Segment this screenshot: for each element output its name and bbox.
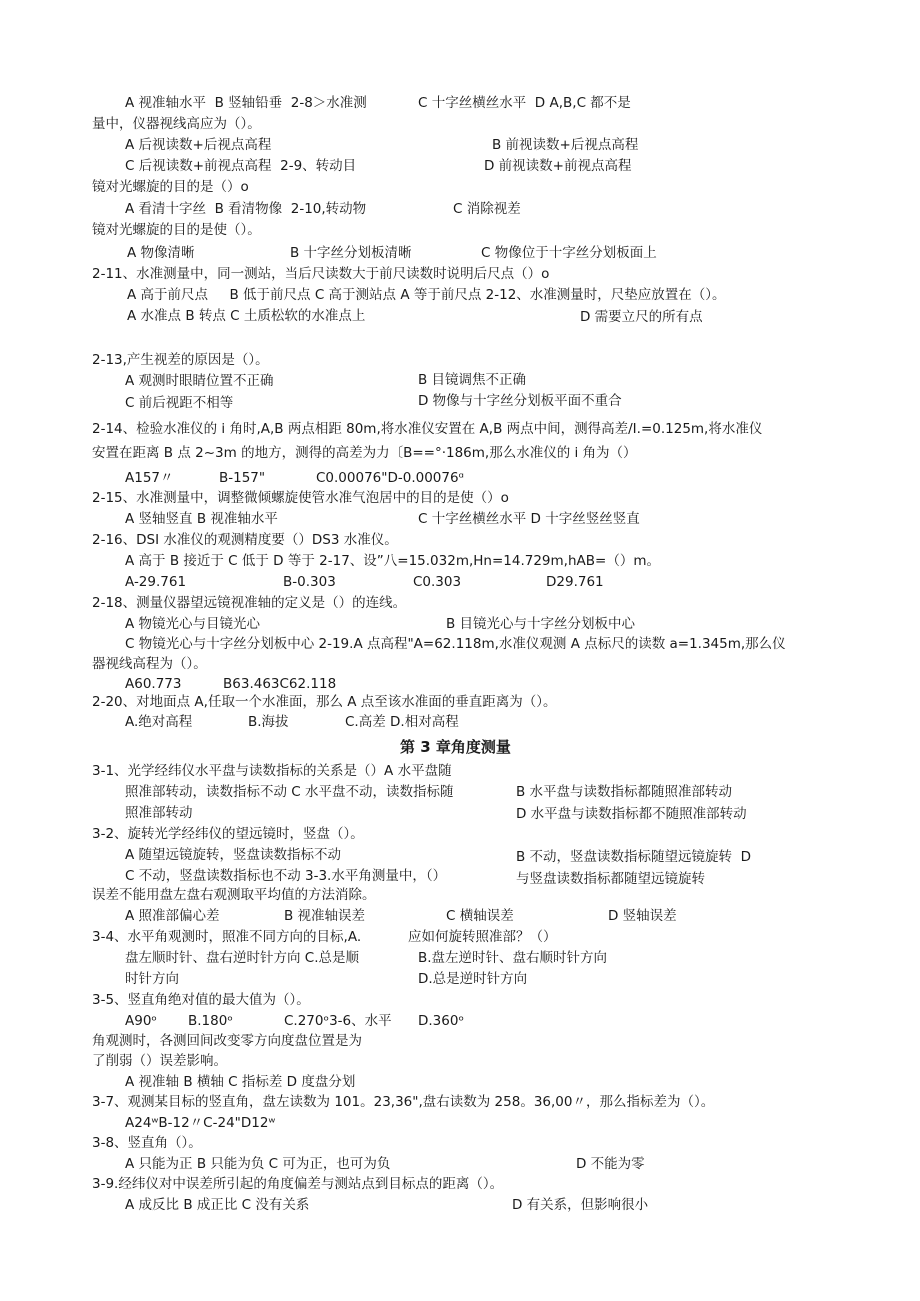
q2-17-option-b: B-0.303 — [283, 574, 336, 590]
q3-1-option-c-cont: 照准部转动 — [125, 805, 193, 821]
q3-5-option-d: D.360ᵒ — [418, 1013, 465, 1029]
q2-8-option-d: D 前视读数+前视点高程 — [484, 158, 632, 174]
q2-20-stem: 2-20、对地面点 A,任取一个水准面，那么 A 点至该水准面的垂直距离为（）。 — [92, 694, 557, 710]
q2-13-option-a: A 观测时眼睛位置不正确 — [125, 373, 274, 389]
q2-20-option-b: B.海拔 — [248, 714, 289, 730]
q2-8-option-a: A 后视读数+后视点高程 — [125, 137, 272, 153]
q3-5-option-b: B.180ᵒ — [188, 1013, 233, 1029]
q3-9-options-a-c: A 成反比 B 成正比 C 没有关系 — [125, 1197, 310, 1213]
q2-8-stem: 量中，仪器视线高应为（）。 — [92, 116, 261, 132]
q3-3-option-a: A 照准部偏心差 — [125, 908, 220, 924]
q2-15-options-c-d: C 十字丝横丝水平 D 十字丝竖丝竖直 — [418, 511, 640, 527]
q2-13-option-c: C 前后视距不相等 — [125, 395, 234, 411]
q3-5-option-c-q3-6-stem: C.270ᵒ3-6、水平 — [284, 1013, 392, 1029]
q2-17-option-d: D29.761 — [546, 574, 604, 590]
q2-20-option-a: A.绝对高程 — [125, 714, 193, 730]
q3-1-option-d: D 水平盘与读数指标都不随照准部转动 — [516, 806, 747, 822]
q3-6-stem-line3: 了削弱（）误差影响。 — [92, 1053, 227, 1069]
q3-4-option-a-c: 盘左顺时针、盘右逆时针方向 C.总是顺 — [125, 950, 360, 966]
q3-3-option-b: B 视准轴误差 — [284, 908, 366, 924]
q2-14-stem-line1: 2-14、检验水准仪的 i 角时,A,B 两点相距 80m,将水准仪安置在 A,B 两点中间，测得高差/I.=0.125m,将水准仪 — [92, 421, 763, 437]
q2-8-option-b: B 前视读数+后视点高程 — [492, 137, 639, 153]
q3-4-stem: 3-4、水平角观测时，照准不同方向的目标,A. — [92, 929, 362, 945]
q3-7-options: A24ʷB-12〃C-24"D12ʷ — [125, 1115, 276, 1131]
q2-17-option-c: C0.303 — [413, 574, 462, 590]
q3-3-stem-line2: 误差不能用盘左盘右观测取平均值的方法消除。 — [92, 887, 376, 903]
q3-4-option-d: D.总是逆时针方向 — [418, 971, 528, 987]
q3-8-options-a-c: A 只能为正 B 只能为负 C 可为正，也可为负 — [125, 1156, 391, 1172]
q2-19-stem-line2: 器视线高程为（）。 — [92, 656, 207, 672]
q2-14-option-a: A157〃 — [125, 470, 174, 486]
q3-9-stem: 3-9.经纬仪对中误差所引起的角度偏差与测站点到目标点的距离（）。 — [92, 1176, 504, 1192]
q2-10-option-b: B 十字丝分划板清晰 — [290, 245, 412, 261]
q3-2-stem: 3-2、旋转光学经纬仪的望远镜时，竖盘（）。 — [92, 826, 364, 842]
q3-5-option-a: A90ᵒ — [125, 1013, 157, 1029]
q3-2-option-a: A 随望远镜旋转，竖盘读数指标不动 — [125, 847, 342, 863]
q2-7-options-c-d: C 十字丝横丝水平 D A,B,C 都不是 — [418, 95, 631, 111]
q2-10-option-a: A 物像清晰 — [127, 245, 195, 261]
q2-19-options-b-c: B63.463C62.118 — [223, 676, 337, 692]
q2-8-option-c: C 后视读数+前视点高程 2-9、转动目 — [125, 158, 357, 174]
q2-14-options-c-d: C0.00076"D-0.00076ᵅ — [316, 470, 465, 486]
q2-7-options-a-b: A 视准轴水平 B 竖轴铅垂 2-8＞水准测 — [125, 95, 367, 111]
q2-19-option-a: A60.773 — [125, 676, 182, 692]
q2-10-option-c: C 物像位于十字丝分划板面上 — [481, 245, 657, 261]
q3-2-option-d-cont: 与竖盘读数指标都随望远镜旋转 — [516, 871, 705, 887]
q2-13-option-d: D 物像与十字丝分划板平面不重合 — [418, 393, 622, 409]
q2-9-stem: 镜对光螺旋的目的是（）o — [92, 179, 249, 195]
q3-6-options: A 视准轴 B 横轴 C 指标差 D 度盘分划 — [125, 1074, 356, 1090]
q3-3-option-d: D 竖轴误差 — [608, 908, 677, 924]
q3-5-stem: 3-5、竖直角绝对值的最大值为（）。 — [92, 992, 310, 1008]
q2-12-options-a-c: A 水准点 B 转点 C 土质松软的水准点上 — [127, 308, 366, 324]
q2-9-options-a-b: A 看清十字丝 B 看清物像 2-10,转动物 — [125, 201, 367, 217]
q2-17-option-a: A-29.761 — [125, 574, 187, 590]
q3-1-option-a-c: 照准部转动，读数指标不动 C 水平盘不动，读数指标随 — [125, 784, 454, 800]
q3-8-stem: 3-8、竖直角（）。 — [92, 1135, 202, 1151]
q3-1-stem: 3-1、光学经纬仪水平盘与读数指标的关系是（）A 水平盘随 — [92, 763, 452, 779]
q2-16-options-q2-17-stem: A 高于 B 接近于 C 低于 D 等于 2-17、设”八=15.032m,Hn=14.729m,hAB=（）m。 — [125, 553, 660, 569]
q2-13-option-b: B 目镜调焦不正确 — [418, 372, 527, 388]
q2-10-stem: 镜对光螺旋的目的是使（）。 — [92, 222, 261, 238]
q3-2-option-b: B 不动，竖盘读数指标随望远镜旋转 D — [516, 849, 752, 865]
chapter-3-heading: 第 3 章角度测量 — [400, 738, 511, 756]
q2-15-options-a-b: A 竖轴竖直 B 视准轴水平 — [125, 511, 278, 527]
q3-6-stem-line2: 角观测时，各测回间改变零方向度盘位置是为 — [92, 1033, 362, 1049]
q2-11-options: A 高于前尺点 B 低于前尺点 C 高于测站点 A 等于前尺点 2-12、水准测量时，尺垫应放置在（）。 — [127, 287, 726, 303]
q2-11-stem: 2-11、水准测量中，同一测站，当后尺读数大于前尺读数时说明后尺点（）o — [92, 266, 550, 282]
q2-9-option-c: C 消除视差 — [453, 201, 521, 217]
q3-4-option-b: B.盘左逆时针、盘右顺时针方向 — [418, 950, 608, 966]
q2-16-stem: 2-16、DSI 水准仪的观测精度要（）DS3 水准仪。 — [92, 532, 398, 548]
q2-20-options-c-d: C.高差 D.相对高程 — [345, 714, 459, 730]
q3-2-option-c-q3-3-stem: C 不动，竖盘读数指标也不动 3-3.水平角测量中，（） — [125, 868, 447, 884]
q2-18-option-c-q2-19-stem: C 物镜光心与十字丝分划板中心 2-19.A 点高程"A=62.118m,水准仪观测 A 点标尺的读数 a=1.345m,那么仪 — [125, 636, 786, 652]
q2-18-option-a: A 物镜光心与目镜光心 — [125, 616, 261, 632]
q3-4-stem-cont: 应如何旋转照准部？（） — [408, 929, 557, 945]
q2-12-option-d: D 需要立尺的所有点 — [580, 309, 703, 325]
q3-4-option-c-cont: 时针方向 — [125, 971, 179, 987]
q2-14-option-b: B-157" — [219, 470, 266, 486]
q2-18-option-b: B 目镜光心与十字丝分划板中心 — [446, 616, 636, 632]
q3-3-option-c: C 横轴误差 — [446, 908, 514, 924]
q2-18-stem: 2-18、测量仪器望远镜视准轴的定义是（）的连线。 — [92, 595, 407, 611]
q2-15-stem: 2-15、水准测量中，调整微倾螺旋使管水准气泡居中的目的是使（）o — [92, 490, 509, 506]
q2-14-stem-line2: 安置在距离 B 点 2~3m 的地方，测得的高差为力〔B==°·186m,那么水准仪的 i 角为（） — [92, 445, 637, 461]
q3-7-stem: 3-7、观测某目标的竖直角，盘左读数为 101。23,36",盘右读数为 258。36,00〃，那么指标差为（）。 — [92, 1094, 715, 1110]
q3-8-option-d: D 不能为零 — [576, 1156, 645, 1172]
q2-13-stem: 2-13,产生视差的原因是（）。 — [92, 352, 269, 368]
q3-1-option-b: B 水平盘与读数指标都随照准部转动 — [516, 784, 733, 800]
q3-9-option-d: D 有关系，但影响很小 — [512, 1197, 649, 1213]
